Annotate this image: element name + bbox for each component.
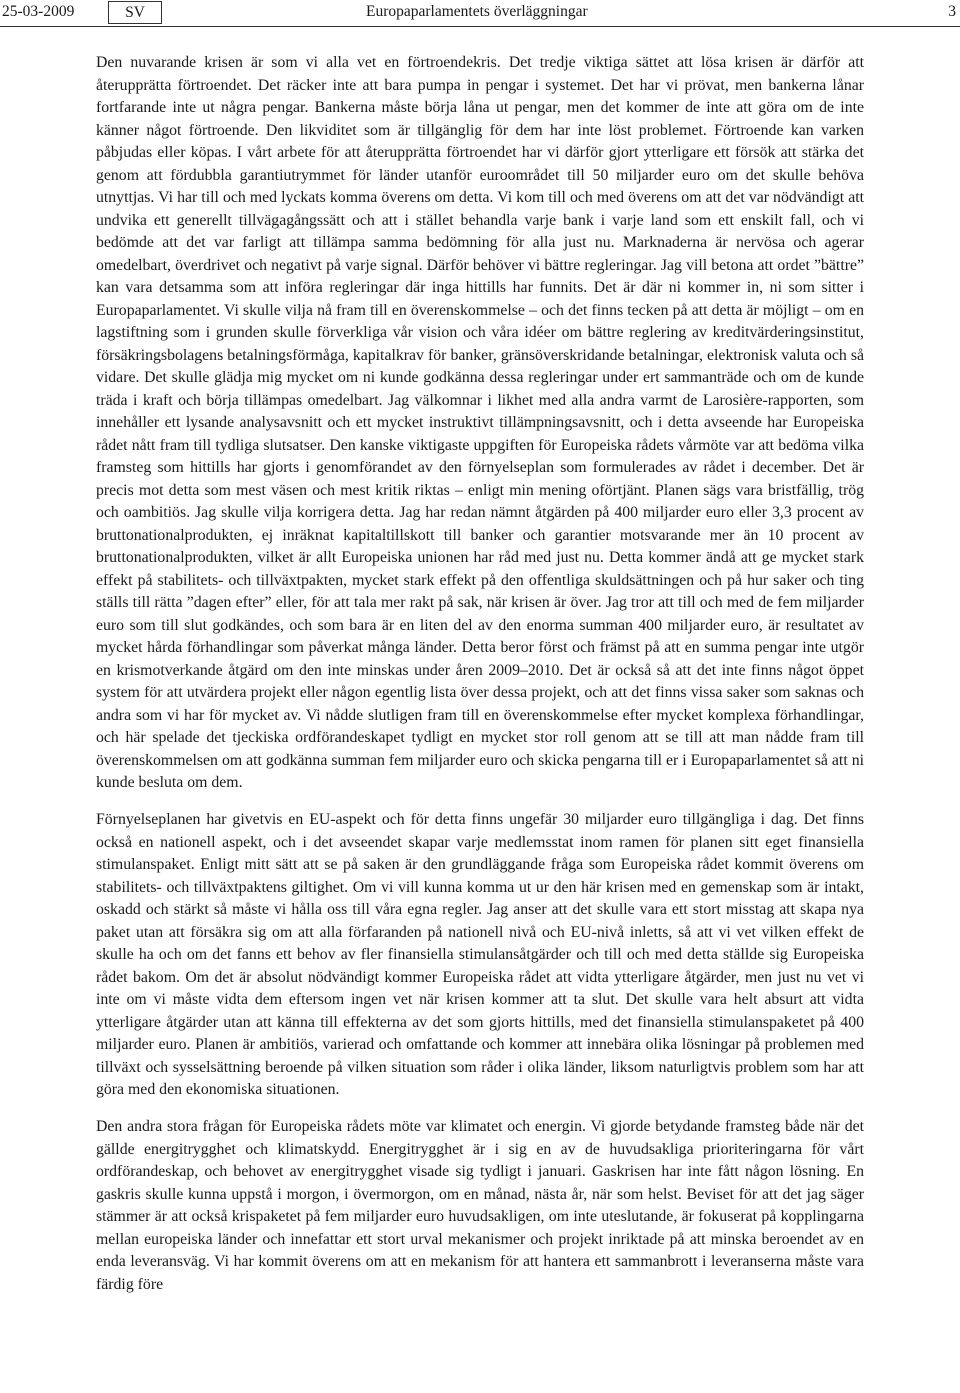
- paragraph: Den andra stora frågan för Europeiska rådets möte var klimatet och energin. Vi gjorde betydande framsteg både när det gällde energitrygghet och klimatskydd. Energitrygghet är i sig en av de huvudsakliga prioriteringarna för vårt ordförandeskap, och behovet av energitrygghet visade sig tydligt i januari. Gaskrisen har inte fått någon lösning. En gaskris skulle kunna uppstå i morgon, i övermorgon, om en månad, nästa år, när som helst. Beviset för att det jag säger stämmer är att också krispaketet på fem miljarder euro huvudsakligen, om inte uteslutande, är fokuserat på kopplingarna mellan europeiska länder och innefattar ett stort urval mekanismer och projekt inriktade på att minska beroendet av en enda leveransväg. Vi har kommit överens om att en mekanism för att hantera ett sammanbrott i leveranserna måste vara färdig före: [96, 1118, 864, 1293]
- language-badge: SV: [108, 1, 162, 24]
- page-header: [0, 0, 960, 26]
- paragraph: Förnyelseplanen har givetvis en EU-aspekt och för detta finns ungefär 30 miljarder euro tillgängliga i dag. Det finns också en nationell aspekt, och i det avseendet skapar varje medlemsstat inom ramen för planen sitt eget finansiella stimulanspaket. Enligt mitt sätt att se på saken är den grundläggande fråga som Europeiska rådet kommit överens om stabilitets- och tillväxtpaktens giltighet. Om vi vill kunna komma ut ur den här krisen med en gemenskap som är intakt, oskadd och stärkt så måste vi hålla oss till våra egna regler. Jag anser att det skulle vara ett stort misstag att skapa nya paket utan att försäkra sig om att alla förfaranden på nationell nivå och EU-nivå inletts, så att vi vet vilken effekt de skulle ha och om det fanns ett behov av fler finansiella stimulansåtgärder och till och med detta ställde sig Europeiska rådet bakom. Om det är absolut nödvändigt kommer Europeiska rådet att vidta ytterligare åtgärder, men just nu vet vi inte om vi måste vidta dem eftersom ingen vet när krisen kommer att ta slut. Det skulle vara helt absurt att vidta ytterligare åtgärder utan att känna till effekterna av det som gjorts hittills, med det finansiella stimulanspaketet på 400 miljarder euro. Planen är ambitiös, varierad och omfattande och kommer att innebära olika lösningar på problemen med tillväxt och sysselsättning beroende på vilken situation som råder i olika länder, liksom naturligtvis problem som har att göra med den ekonomiska situationen.: [96, 811, 864, 1098]
- header-date: 25-03-2009: [2, 3, 75, 20]
- paragraph: Den nuvarande krisen är som vi alla vet en förtroendekris. Det tredje viktiga sättet att lösa krisen är därför att återupprätta förtroendet. Det räcker inte att bara pumpa in pengar i systemet. Det har vi prövat, men bankerna lånar fortfarande inte ut några pengar. Bankerna måste börja låna ut pengar, men det kommer de inte att göra om de inte känner något förtroende. Den likviditet som är tillgänglig för dem har inte löst problemet. Förtroende kan varken påbjudas eller köpas. I vårt arbete för att återupprätta förtroendet har vi därför gjort ytterligare ett försök att stärka det genom att fördubbla garantiutrymmet för länder utanför euroområdet till 50 miljarder euro om det skulle behöva utnyttjas. Vi har till och med lyckats komma överens om detta. Vi kom till och med överens om att det var nödvändigt att undvika ett generellt tillvägagångssätt och att i stället behandla varje bank i varje land som ett enskilt fall, och vi bedömde att det var farligt att tillämpa samma bedömning för alla just nu. Marknaderna är nervösa och agerar omedelbart, överdrivet och negativt på varje signal. Därför behöver vi bättre regleringar. Jag vill betona att ordet ”bättre” kan vara detsamma som att införa regleringar där inga hittills har funnits. Det är där ni kommer in, ni som sitter i Europaparlamentet. Vi skulle vilja nå fram till en överenskommelse – och det finns tecken på att detta är möjligt – om en lagstiftning som i grunden skulle förverkliga vår vision och våra idéer om bättre reglering av kreditvärderingsinstitut, försäkringsbolagens betalningsförmåga, kapitalkrav för banker, gränsöverskridande betalningar, elektronisk valuta och så vidare. Det skulle glädja mig mycket om ni kunde godkänna dessa regleringar under ert sammanträde och om de kunde träda i kraft och börja tillämpas omedelbart. Jag välkomnar i likhet med alla andra varmt de Larosière-rapporten, som innehåller ett lysande analysavsnitt och ett mycket instruktivt tillämpningsavsnitt, och i detta avseende har Europeiska rådet nått fram till tydliga slutsatser. Den kanske viktigaste uppgiften för Europeiska rådets vårmöte var att bedöma vilka framsteg som hittills har gjorts i genomförandet av den förnyelseplan som formulerades av rådet i december. Det är precis mot detta som mest väsen och mest kritik riktas – enligt min mening oförtjänt. Planen sägs vara bristfällig, trög och oambitiös. Jag skulle vilja korrigera detta. Jag har redan nämnt åtgärden på 400 miljarder euro eller 3,3 procent av bruttonationalprodukten, ej inräknat kapitaltillskott till banker och garantier motsvarande mer än 10 procent av bruttonationalprodukten, vilket är allt Europeiska unionen har råd med just nu. Detta kommer ändå att ge mycket stark effekt på stabilitets- och tillväxtpakten, mycket stark effekt på den offentliga skuldsättningen och på hur saker och ting ställs till rätta ”dagen efter” eller, för att tala mer rakt på sak, när krisen är över. Jag tror att till och med de fem miljarder euro som till slut godkändes, och som bara är en liten del av den enorma summan 400 miljarder euro, är resultatet av mycket hårda förhandlingar som påverkat många länder. Detta beror först och främst på att en summa pengar inte utgör en krismotverkande åtgärd om den inte minskas under åren 2009–2010. Det är också så att det inte finns något öppet system för att utvärdera projekt eller någon egentlig lista över dessa projekt, och att det finns vissa saker som saknas och andra som vi har för mycket av. Vi nådde slutligen fram till en överenskommelse efter mycket komplexa förhandlingar, och här spelade det tjeckiska ordförandeskapet tydligt en mycket stor roll genom att se till att man nådde fram till överenskommelsen om att godkänna summan fem miljarder euro och skicka pengarna till er i Europaparlamentet så att ni kunde besluta om dem.: [96, 54, 864, 791]
- document-title: Europaparlamentets överläggningar: [366, 3, 588, 20]
- page-number: 3: [948, 3, 956, 20]
- header-divider: [0, 26, 960, 27]
- document-body: [96, 52, 864, 1296]
